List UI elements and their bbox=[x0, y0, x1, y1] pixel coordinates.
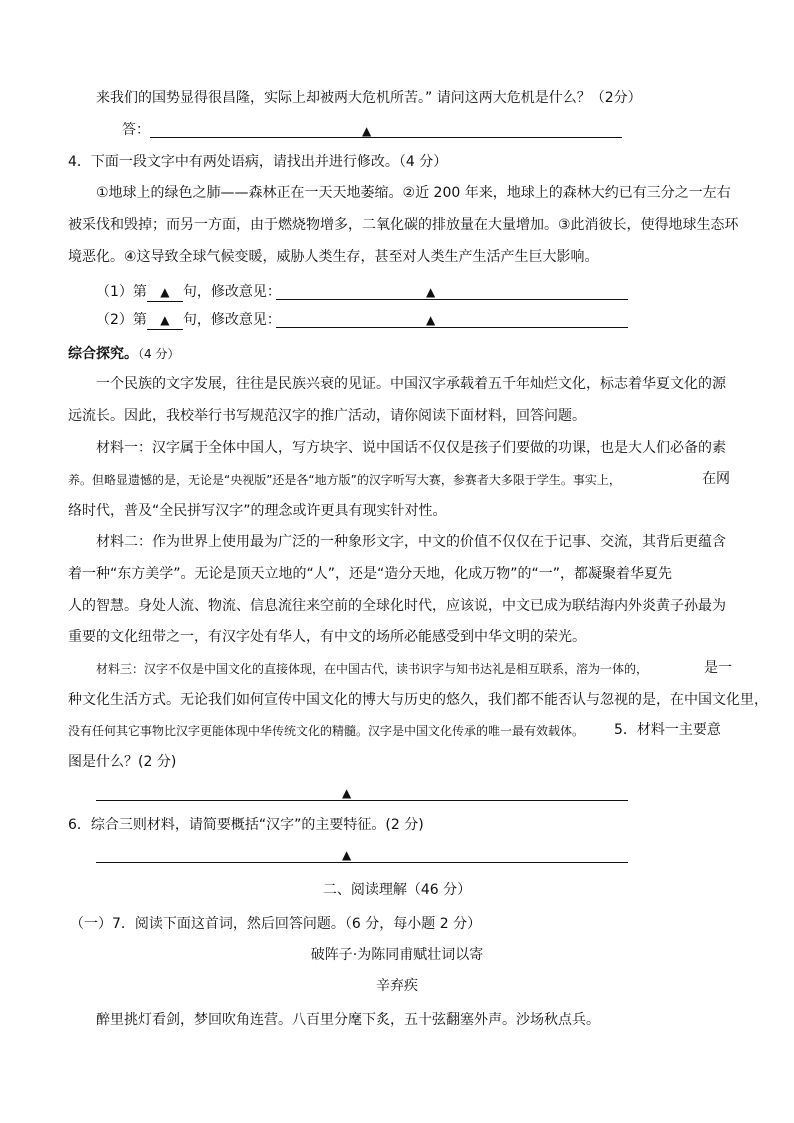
explore-intro-line-2: 远流长。因此，我校举行书写规范汉字的推广活动，请你阅读下面材料，回答问题。 bbox=[68, 408, 586, 424]
q4-item-2-revision-blank[interactable] bbox=[276, 309, 628, 328]
q3-text: 来我们的国势显得很昌隆，实际上却被两大危机所苦。” 请问这两大危机是什么？（2分） bbox=[96, 90, 642, 106]
material-2-line-4: 重要的文化纽带之一，有汉字处有华人，有中文的场所必能感受到中华文明的荣光。 bbox=[68, 629, 586, 645]
q4-passage-line-3: 境恶化。④这导致全球气候变暖，威胁人类生存，甚至对人类生产生活产生巨大影响。 bbox=[68, 249, 599, 265]
q6-answer-blank[interactable] bbox=[96, 844, 628, 863]
poem-line-1: 醉里挑灯看剑，梦回吹角连营。八百里分麾下炙，五十弦翻塞外声。沙场秋点兵。 bbox=[96, 1012, 600, 1028]
material-1-line-2: 养。但略显遗憾的是，无论是“央视版”还是各“地方版”的汉字听写大赛，参赛者大多限于学生。事实上， bbox=[68, 473, 621, 487]
q4-item-1-suffix: 句，修改意见： bbox=[182, 284, 281, 300]
material-2-line-3: 人的智慧。身处人流、物流、信息流往来空前的全球化时代，应该说，中文已成为联结海内外炎黄子孙最为 bbox=[68, 598, 726, 614]
material-1-line-3: 络时代，普及“全民拼写汉字”的理念或许更具有现实针对性。 bbox=[68, 503, 447, 519]
q5-title: 5．材料一主要意 bbox=[614, 722, 721, 738]
q4-item-1-prefix: （1）第 bbox=[96, 284, 147, 300]
q3-answer-blank[interactable] bbox=[150, 119, 622, 138]
section-2-heading: 二、阅读理解（46 分） bbox=[322, 882, 472, 898]
q6-title: 6．综合三则材料，请简要概括“汉字”的主要特征。(2 分) bbox=[68, 817, 424, 833]
material-2-line-1: 材料二：作为世界上使用最为广泛的一种象形文字，中文的价值不仅仅在于记事、交流，其背后更蕴含 bbox=[96, 534, 726, 550]
q5-answer-blank[interactable] bbox=[96, 782, 628, 801]
material-1-line-2-tail: 在网 bbox=[702, 471, 730, 487]
explore-points: （4 分） bbox=[138, 347, 180, 361]
q4-item-2-revision-marker: ▲ bbox=[426, 313, 436, 327]
poem-title: 破阵子·为陈同甫赋壮词以寄 bbox=[310, 947, 484, 963]
q4-item-1-sentence-blank[interactable] bbox=[147, 283, 183, 302]
material-3-line-1-tail: 是一 bbox=[704, 660, 732, 676]
q7-title: （一）7．阅读下面这首词，然后回答问题。（6 分，每小题 2 分） bbox=[70, 916, 482, 932]
q3-marker: ▲ bbox=[362, 124, 372, 138]
q4-item-2-suffix: 句，修改意见： bbox=[182, 312, 281, 328]
q4-item-1-marker: ▲ bbox=[160, 285, 170, 299]
material-3-line-2: 种文化生活方式。无论我们如何宣传中国文化的博大与历史的悠久，我们都不能否认与忽视的是，在中国文化里， bbox=[68, 692, 768, 708]
explore-intro-line-1: 一个民族的文字发展，往往是民族兴衰的见证。中国汉字承载着五千年灿烂文化，标志着华夏文化的源 bbox=[96, 376, 726, 392]
q4-item-2 bbox=[96, 310, 281, 330]
q4-item-2-marker: ▲ bbox=[160, 313, 170, 327]
poem-author: 辛弃疾 bbox=[376, 978, 418, 994]
material-2-line-2: 着一种“东方美学”。无论是顶天立地的“人”，还是“造分天地，化成万物”的“一”，都凝聚着华夏先 bbox=[68, 566, 673, 582]
q4-title: 4．下面一段文字中有两处语病，请找出并进行修改。（4 分） bbox=[68, 154, 448, 170]
q5-title-cont: 图是什么？(2 分) bbox=[68, 754, 177, 770]
q4-item-1 bbox=[96, 282, 281, 302]
q5-marker: ▲ bbox=[342, 786, 352, 800]
q4-passage-line-1: ①地球上的绿色之肺——森林正在一天天地萎缩。②近 200 年来，地球上的森林大约已有三分之一左右 bbox=[96, 185, 731, 201]
q4-item-2-sentence-blank[interactable] bbox=[147, 311, 183, 330]
q4-passage-line-2: 被采伐和毁掉；而另一方面，由于燃烧物增多，二氧化碳的排放量在大量增加。③此消彼长，使得地球生态环 bbox=[68, 217, 739, 233]
q4-item-2-prefix: （2）第 bbox=[96, 312, 147, 328]
q4-item-1-revision-marker: ▲ bbox=[426, 285, 436, 299]
material-1-line-1: 材料一：汉字属于全体中国人，写方块字、说中国话不仅仅是孩子们要做的功课，也是大人们必备的素 bbox=[96, 440, 726, 456]
q4-item-1-revision-blank[interactable] bbox=[276, 281, 628, 300]
material-3-line-3: 没有任何其它事物比汉字更能体现中华传统文化的精髓。汉字是中国文化传承的唯一最有效载体。 bbox=[68, 724, 585, 738]
explore-heading-text: 综合探究。 bbox=[68, 346, 138, 362]
explore-heading bbox=[68, 344, 179, 364]
q3-answer-label: 答： bbox=[122, 122, 150, 138]
material-3-line-1: 材料三：汉字不仅是中国文化的直接体现，在中国古代，读书识字与知书达礼是相互联系，溶为一体的， bbox=[96, 662, 649, 676]
q6-marker: ▲ bbox=[342, 848, 352, 862]
